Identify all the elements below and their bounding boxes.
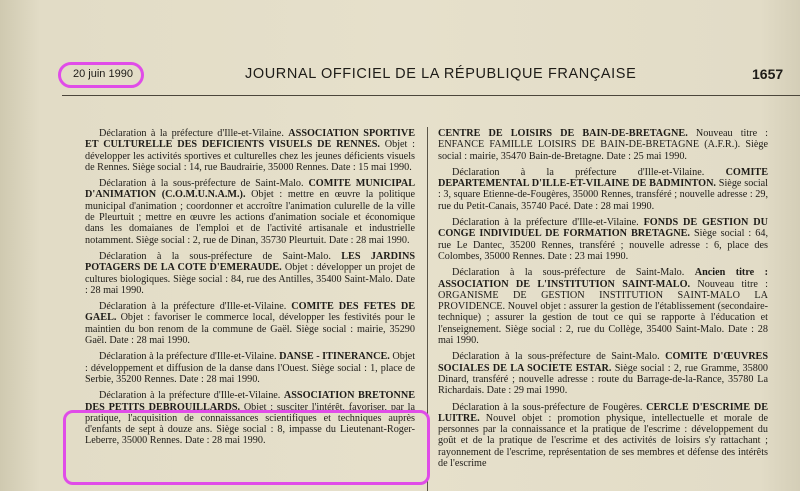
entry-body: Objet : développer un projet de cultures biologiques. Siège social : 84, rue des Antilles, 35400 Saint-Malo. Date : 28 mai 1990. bbox=[85, 262, 415, 296]
page-number: 1657 bbox=[752, 66, 784, 82]
announcement-entry bbox=[438, 402, 768, 470]
association-name: COMITE DEPARTEMENTAL D'ILLE-ET-VILAINE DE BADMINTON. bbox=[438, 166, 769, 190]
announcement-entry bbox=[438, 167, 768, 212]
association-name: ASSOCIATION BRETONNE DES PETITS DEBROUILLARDS. bbox=[85, 390, 415, 413]
date-highlight-circle bbox=[58, 62, 144, 88]
entry-lead: Déclaration à la sous-préfecture de Saint-Malo. bbox=[99, 178, 304, 190]
entry-body: Objet : favoriser le commerce local, développer les festivités pour le maintien du bon renom de la commune de Gaël. Siège social : mairie, 35290 Gaël. Date : 28 mai 1990. bbox=[85, 312, 416, 347]
announcement-entry bbox=[85, 351, 415, 385]
entry-body: Nouveau titre : ENFANCE FAMILLE LOISIRS DE BAIN-DE-BRETAGNE (A.F.R.). Siège social : mairie, 35470 Bain-de-Bretagne. Date : 25 mai 1990. bbox=[438, 128, 768, 162]
announcement-entry bbox=[85, 301, 415, 346]
announcement-entry bbox=[85, 251, 415, 296]
association-name: COMITE MUNICIPAL D'ANIMATION (C.O.M.U.N.A.M.). bbox=[85, 178, 415, 201]
entry-body: Nouvel objet : promotion physique, intellectuelle et morale de personnes par la connaissance et la pratique de l'escrime : développement du goût et de la pratique de l'escrime et des activités de loisirs s'y rattachant ; rayonnement de l'escrime, représentation de ses membres et défense des intérêts de l'escrime bbox=[438, 412, 768, 470]
announcement-entry bbox=[85, 128, 415, 173]
entry-body: Siège social : 2, rue Gramme, 35800 Dinard, transféré ; nouvelle adresse : route du Barrage-de-la-Rance, 35780 La Richardais. Date : 29 mai 1990. bbox=[438, 362, 769, 397]
association-name: COMITE D'ŒUVRES SOCIALES DE LA SOCIETE ESTAR. bbox=[438, 351, 769, 374]
association-name: LES JARDINS POTAGERS DE LA COTE D'EMERAUDE. bbox=[85, 250, 415, 274]
page-date: 20 juin 1990 bbox=[73, 68, 133, 80]
entry-lead: Déclaration à la préfecture d'Ille-et-Vilaine. bbox=[452, 217, 639, 229]
association-name: ASSOCIATION SPORTIVE ET CULTURELLE DES DEFICIENTS VISUELS DE RENNES. bbox=[85, 128, 416, 151]
entry-lead: Déclaration à la préfecture d'Ille-et-Vilaine. bbox=[452, 166, 705, 178]
entry-body: Objet : susciter l'intérêt, favoriser, par la pratique, l'acquisition de connaissances scientifiques et techniques auprès d'enfants de sept à douze ans. Siège social : 8, impasse du Lieutenant-Roger-Leberre, 35000 Rennes. Date : 28 mai 1990. bbox=[85, 401, 416, 447]
entry-lead: Déclaration à la sous-préfecture de Saint-Malo. bbox=[452, 351, 660, 363]
association-name: DANSE - ITINERANCE. bbox=[279, 351, 390, 363]
header-rule bbox=[62, 95, 800, 96]
entry-body: Objet : mettre en œuvre la politique municipal d'animation ; coordonner et accroître l'animation culurelle de la ville de Pleurtuit ; mettre en œuvre les actions d'animation sociale et économique dans les domaianes de l'emploi et de l'activité artisanale et industrielle notamment. Siège social : 2, rue de Dinan, 35730 Pleurtuit. Date : 28 mai 1990. bbox=[85, 189, 415, 246]
association-name: Ancien titre : ASSOCIATION DE L'INSTITUTION SAINT-MALO. bbox=[438, 267, 768, 290]
page-header bbox=[0, 62, 800, 88]
entry-body: Objet : développer les activités sportives et culturelles chez les jeunes déficients visuels de Rennes. Siège social : 14, rue Baudrairie, 35000 Rennes. Date : 15 mai 1990. bbox=[85, 139, 416, 173]
association-name: FONDS DE GESTION DU CONGE INDIVIDUEL DE FORMATION BRETAGNE. bbox=[438, 217, 768, 240]
left-column bbox=[85, 128, 415, 452]
association-name: CENTRE DE LOISIRS DE BAIN-DE-BRETAGNE. bbox=[438, 128, 688, 139]
entry-lead: Déclaration à la sous-préfecture de Saint-Malo. bbox=[452, 267, 685, 279]
right-column bbox=[438, 128, 768, 474]
entry-lead: Déclaration à la préfecture d'Ille-et-Vilaine. bbox=[99, 390, 281, 402]
entry-lead: Déclaration à la préfecture d'Ille-et-Vilaine. bbox=[99, 351, 277, 363]
announcement-entry bbox=[85, 178, 415, 246]
announcement-entry bbox=[438, 267, 768, 346]
announcement-entry bbox=[438, 128, 768, 162]
entry-lead: Déclaration à la sous-préfecture de Saint-Malo. bbox=[99, 250, 331, 262]
announcement-entry bbox=[438, 351, 768, 396]
entry-body: Siège social : 3, square Etienne-de-Fougères, 35000 Rennes, transféré ; nouvelle adresse : 29, rue du Petit-Canais, 35740 Pacé. Date : 28 mai 1990. bbox=[438, 178, 768, 212]
entry-body: Siège social : 64, rue Le Dantec, 35200 Rennes, transféré ; nouvelle adresse : 6, place des Colombes, 35000 Rennes. Date : 23 mai 1990. bbox=[438, 228, 768, 262]
entry-body: Nouveau titre : ORGANISME DE GESTION INSTITUTION SAINT-MALO LA PROVIDENCE. Nouvel objet : assurer la gestion de l'établissement (secondaire-technique) ; assurer la gestion de tout ce qui se rapporte à l'éducation et l'enseignement. Siège social : 2, rue du Collège, 35400 Saint-Malo. Date : 28 mai 1990. bbox=[438, 278, 769, 347]
association-name: CERCLE D'ESCRIME DE LUITRE. bbox=[438, 401, 768, 424]
association-name: COMITE DES FETES DE GAEL. bbox=[85, 301, 415, 324]
entry-lead: Déclaration à la préfecture d'Ille-et-Vilaine. bbox=[99, 128, 284, 139]
journal-title: JOURNAL OFFICIEL DE LA RÉPUBLIQUE FRANÇAISE bbox=[245, 66, 637, 82]
entry-lead: Déclaration à la préfecture d'Ille-et-Vilaine. bbox=[99, 301, 287, 313]
entry-lead: Déclaration à la sous-préfecture de Fougères. bbox=[452, 401, 643, 413]
entry-highlight-box bbox=[63, 410, 430, 485]
entry-body: Objet : développement et diffusion de la danse dans l'Ouest. Siège social : 1, place de Serbie, 35200 Rennes. Date : 28 mai 1990. bbox=[85, 351, 416, 385]
announcement-entry bbox=[438, 217, 768, 262]
